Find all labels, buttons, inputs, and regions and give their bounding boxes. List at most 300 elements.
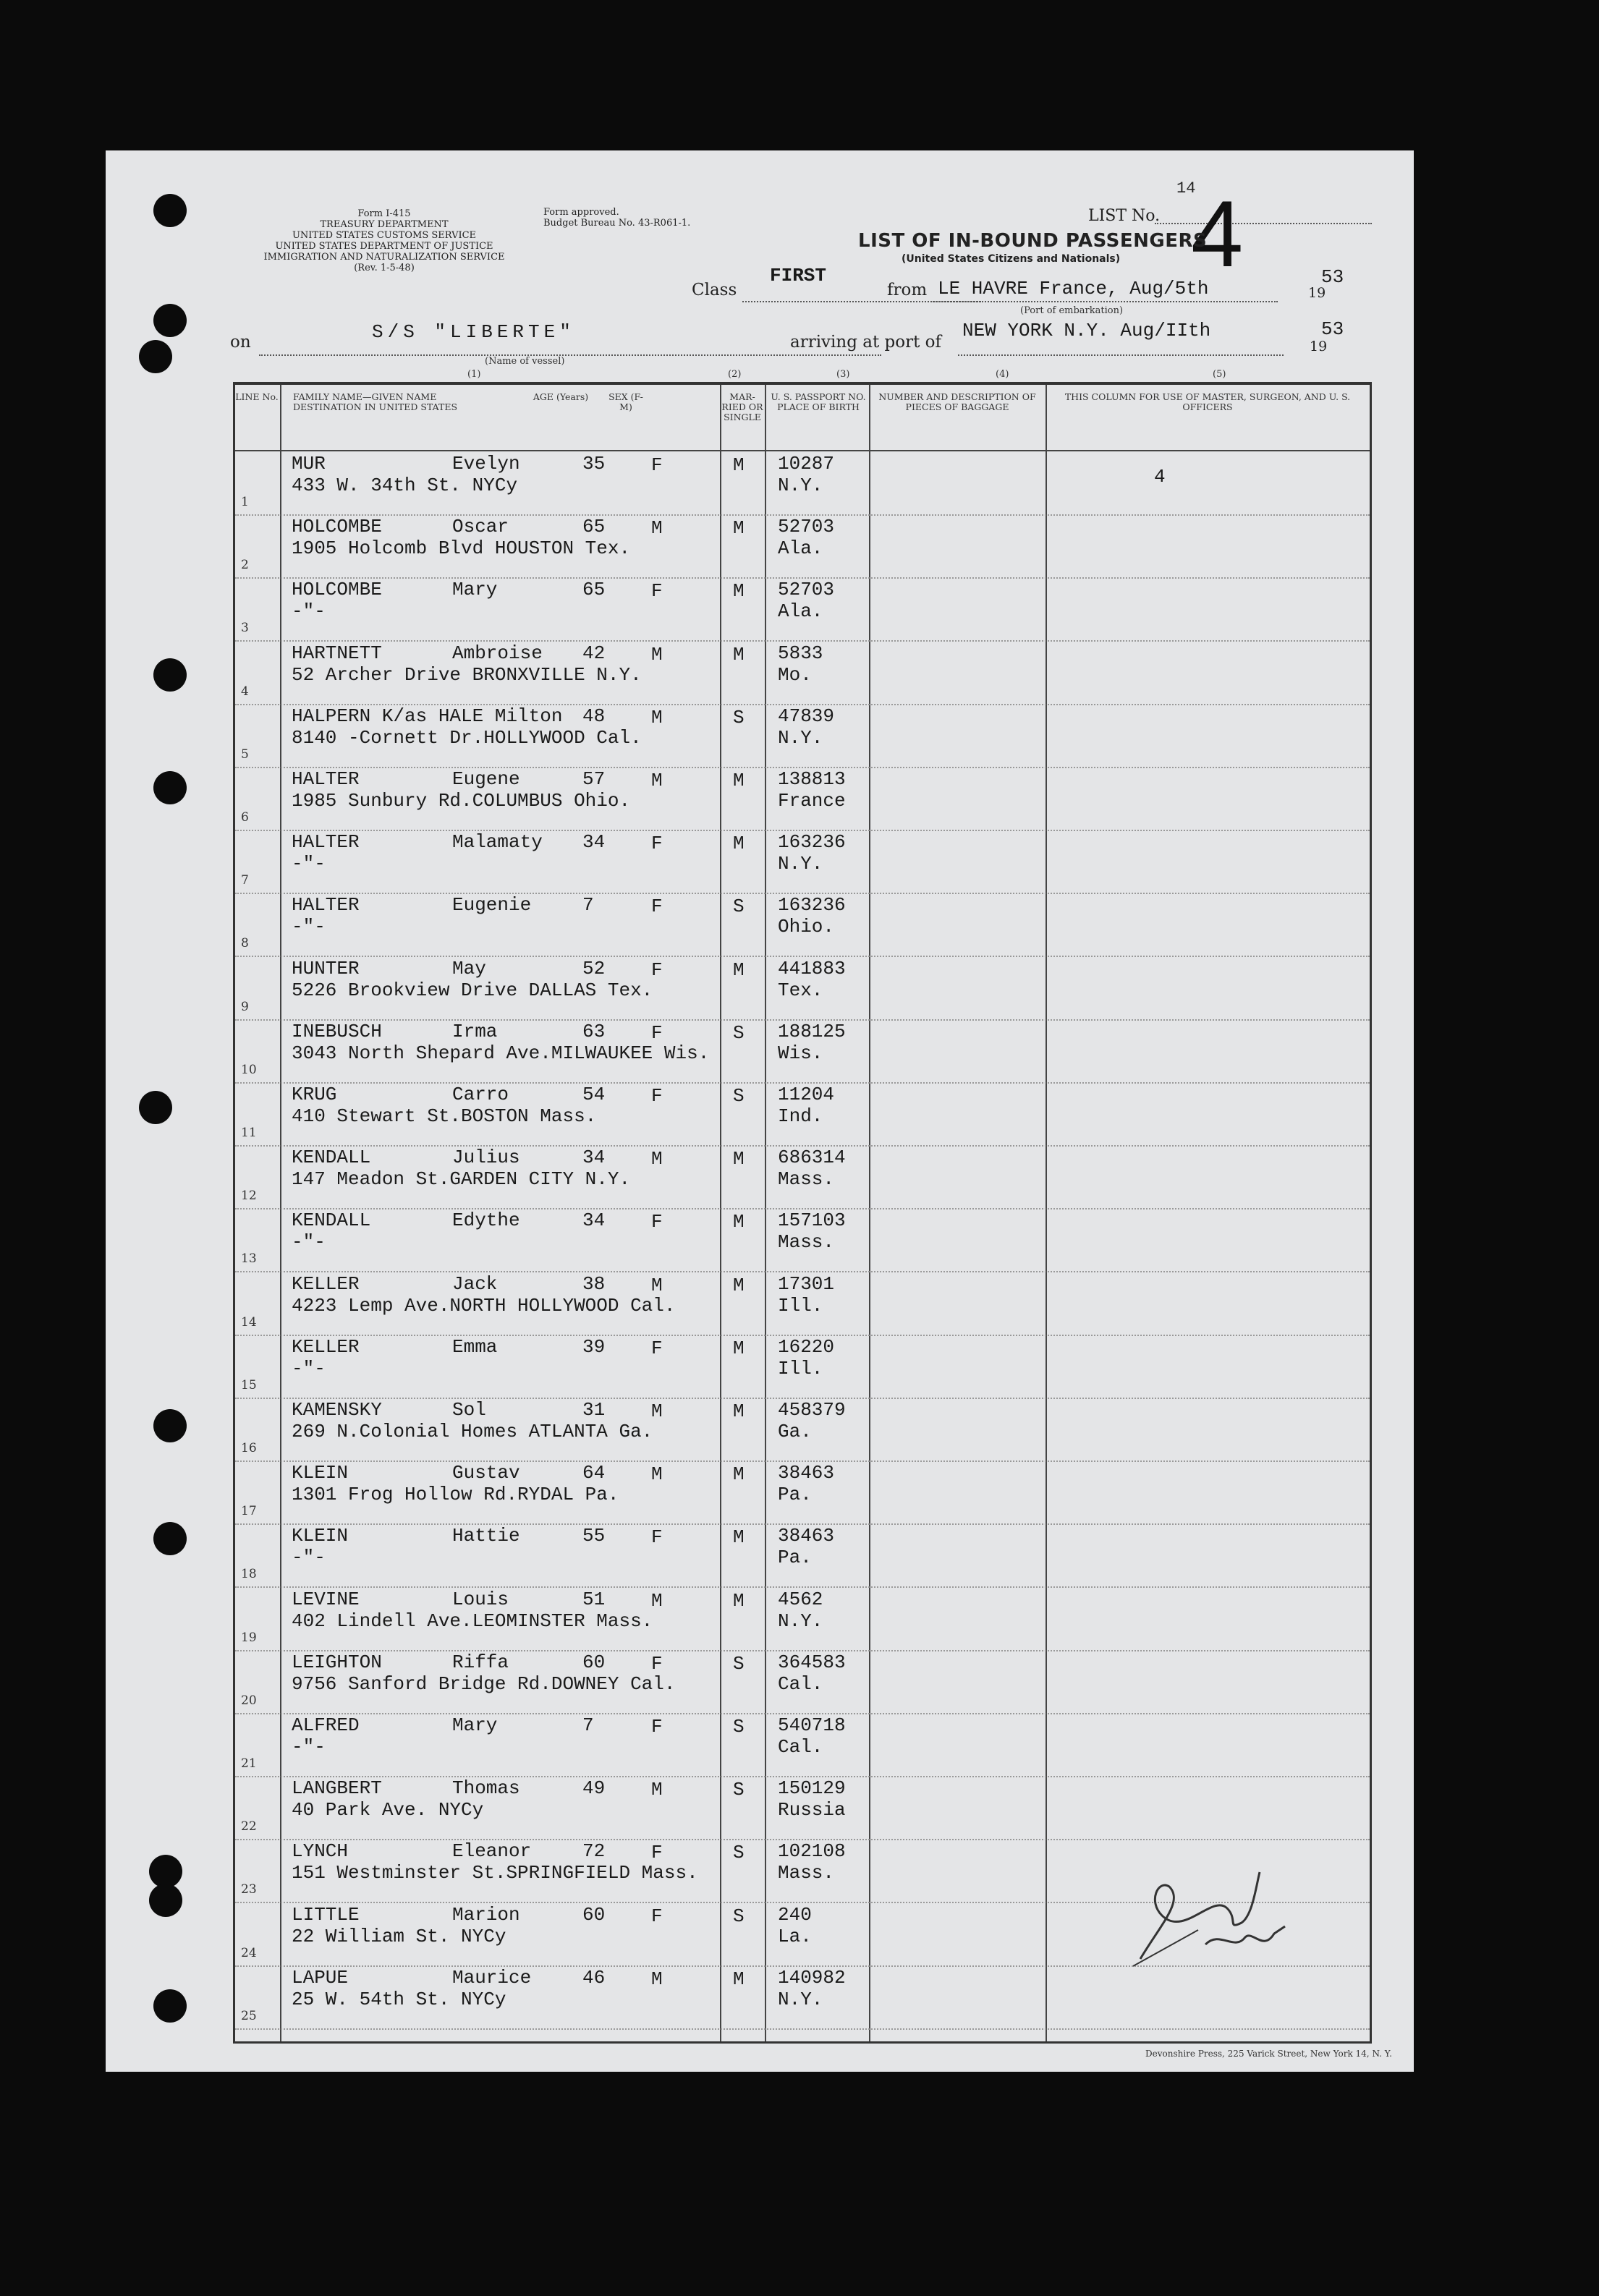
- sex: M: [651, 1463, 663, 1486]
- manifest-sheet: [106, 150, 1414, 2072]
- place-of-birth: Mass.: [778, 1862, 835, 1884]
- sex: F: [651, 580, 663, 603]
- passport-number: 102108: [778, 1840, 846, 1863]
- arrival-year: 53: [1321, 318, 1344, 340]
- marital-status: S: [733, 1021, 745, 1044]
- form-number: Form I-415: [357, 208, 411, 219]
- family-name: MUR: [292, 453, 326, 475]
- table-row: [235, 514, 1370, 579]
- marital-status: M: [733, 643, 745, 666]
- sex: M: [651, 1148, 663, 1170]
- given-name: Louis: [452, 1588, 509, 1610]
- age: 7: [582, 1714, 594, 1736]
- printer-credit: Devonshire Press, 225 Varick Street, New York 14, N. Y.: [1145, 2049, 1392, 2059]
- table-row: [235, 1713, 1370, 1777]
- age: 42: [582, 642, 606, 664]
- sex: F: [651, 896, 663, 918]
- place-of-birth: Ala.: [778, 600, 823, 623]
- family-name: KLEIN: [292, 1525, 349, 1547]
- destination: -"-: [292, 600, 326, 623]
- place-of-birth: Ind.: [778, 1105, 823, 1127]
- line-number: 10: [241, 1062, 257, 1077]
- department-name: UNITED STATES DEPARTMENT OF JUSTICE: [275, 241, 493, 252]
- table-row: [235, 451, 1370, 516]
- table-row: [235, 704, 1370, 768]
- officer-signature: [1119, 1858, 1299, 1981]
- sex: F: [651, 1842, 663, 1864]
- line-number: 17: [241, 1504, 257, 1519]
- marital-status: M: [733, 833, 745, 855]
- sex: F: [651, 1337, 663, 1359]
- column-number: (1): [467, 369, 481, 380]
- table-row: [235, 1082, 1370, 1147]
- marital-status: S: [733, 1716, 745, 1738]
- line-number: 11: [241, 1126, 257, 1140]
- given-name: Irma: [452, 1020, 498, 1042]
- destination: 410 Stewart St.BOSTON Mass.: [292, 1105, 597, 1127]
- age: 48: [582, 705, 606, 727]
- sex: F: [651, 454, 663, 476]
- line-number: 18: [241, 1567, 257, 1582]
- place-of-birth: N.Y.: [778, 475, 823, 496]
- line-number: 21: [241, 1756, 257, 1771]
- passport-number: 17301: [778, 1272, 835, 1295]
- place-of-birth: Pa.: [778, 1547, 812, 1569]
- place-of-birth: Ill.: [778, 1294, 823, 1317]
- sex: M: [651, 1968, 663, 1990]
- destination: -"-: [292, 1547, 326, 1569]
- place-of-birth: Ohio.: [778, 916, 835, 938]
- passport-number: 540718: [778, 1714, 846, 1736]
- sex: F: [651, 958, 663, 981]
- passport-number: 163236: [778, 894, 846, 917]
- family-name: LAPUE: [292, 1966, 349, 1989]
- punch-hole: [153, 1522, 187, 1555]
- vessel-caption: (Name of vessel): [485, 356, 565, 367]
- passport-number: 4562: [778, 1588, 823, 1610]
- family-name: KAMENSKY: [292, 1399, 382, 1421]
- place-of-birth: Ga.: [778, 1421, 812, 1442]
- table-row: [235, 1208, 1370, 1272]
- place-of-birth: Mo.: [778, 663, 812, 686]
- age: 46: [582, 1966, 606, 1989]
- marital-status: S: [733, 1779, 745, 1801]
- place-of-birth: Pa.: [778, 1484, 812, 1506]
- sex: F: [651, 1652, 663, 1675]
- vessel-name: S/S "LIBERTE": [372, 321, 575, 343]
- age: 34: [582, 1209, 606, 1232]
- passport-number: 138813: [778, 768, 846, 790]
- punch-hole: [139, 1091, 172, 1124]
- sex: F: [651, 1716, 663, 1738]
- given-name: Ambroise: [452, 642, 543, 664]
- family-name: KENDALL: [292, 1147, 371, 1169]
- marital-status: S: [733, 1085, 745, 1107]
- sex: M: [651, 706, 663, 728]
- destination: -"-: [292, 916, 326, 938]
- year-prefix: 19: [1310, 339, 1328, 354]
- column-number: (4): [996, 369, 1009, 380]
- line-number: 9: [241, 999, 249, 1014]
- passport-number: 5833: [778, 642, 823, 664]
- given-name: Jack: [452, 1272, 498, 1295]
- table-row: [235, 577, 1370, 642]
- line-number: 1: [241, 495, 249, 509]
- passport-number: 364583: [778, 1651, 846, 1673]
- place-of-birth: Cal.: [778, 1672, 823, 1695]
- arriving-label: arriving at port of: [790, 333, 941, 352]
- from-label: from: [887, 281, 928, 299]
- age: 49: [582, 1777, 606, 1800]
- table-row: [235, 893, 1370, 957]
- col-header-married: MAR-RIED OR SINGLE: [721, 391, 763, 422]
- col-header-name: FAMILY NAME—GIVEN NAME DESTINATION IN UNITED STATES: [293, 391, 458, 412]
- destination: 5226 Brookview Drive DALLAS Tex.: [292, 979, 653, 1001]
- page-title: LIST OF IN-BOUND PASSENGERS: [858, 230, 1208, 252]
- marital-status: S: [733, 1905, 745, 1927]
- place-of-birth: Ala.: [778, 537, 823, 560]
- given-name: Eugene: [452, 768, 520, 790]
- col-header-line-no: LINE No.: [235, 391, 279, 402]
- age: 72: [582, 1840, 606, 1863]
- sex: F: [651, 1526, 663, 1549]
- destination: 151 Westminster St.SPRINGFIELD Mass.: [292, 1862, 698, 1884]
- line-number: 24: [241, 1945, 257, 1960]
- punch-hole: [153, 771, 187, 804]
- passport-number: 10287: [778, 453, 835, 475]
- passport-number: 441883: [778, 957, 846, 979]
- family-name: LEIGHTON: [292, 1651, 382, 1673]
- age: 63: [582, 1020, 606, 1042]
- passport-number: 47839: [778, 705, 835, 727]
- age: 65: [582, 516, 606, 538]
- passport-number: 52703: [778, 516, 835, 538]
- line-number: 5: [241, 747, 249, 762]
- destination: 1301 Frog Hollow Rd.RYDAL Pa.: [292, 1484, 619, 1506]
- passport-number: 16220: [778, 1335, 835, 1358]
- given-name: Evelyn: [452, 453, 520, 475]
- marital-status: S: [733, 706, 745, 728]
- place-of-birth: Cal.: [778, 1736, 823, 1758]
- col-header-officers: THIS COLUMN FOR USE OF MASTER, SURGEON, AND U. S. OFFICERS: [1064, 391, 1351, 412]
- marital-status: M: [733, 1463, 745, 1486]
- family-name: HALTER: [292, 768, 360, 790]
- table-row: [235, 1272, 1370, 1336]
- destination: 1905 Holcomb Blvd HOUSTON Tex.: [292, 537, 631, 560]
- sex: M: [651, 1400, 663, 1422]
- destination: 147 Meadon St.GARDEN CITY N.Y.: [292, 1168, 631, 1191]
- column-number: (3): [836, 369, 850, 380]
- place-of-birth: N.Y.: [778, 1988, 823, 2010]
- line-number: 7: [241, 873, 249, 888]
- punch-hole: [153, 658, 187, 692]
- col-header-sex: SEX (F-M): [608, 391, 643, 412]
- given-name: Gustav: [452, 1462, 520, 1484]
- age: 7: [582, 894, 594, 917]
- place-of-birth: Mass.: [778, 1231, 835, 1254]
- column-number: (2): [728, 369, 742, 380]
- family-name: INEBUSCH: [292, 1020, 382, 1042]
- marital-status: M: [733, 1148, 745, 1170]
- sex: F: [651, 833, 663, 855]
- destination: 22 William St. NYCy: [292, 1925, 506, 1947]
- given-name: Hattie: [452, 1525, 520, 1547]
- destination: 40 Park Ave. NYCy: [292, 1799, 484, 1821]
- family-name: LANGBERT: [292, 1777, 382, 1800]
- family-name: LITTLE: [292, 1903, 360, 1926]
- line-number: 20: [241, 1693, 257, 1708]
- approval-line: Budget Bureau No. 43-R061-1.: [543, 218, 691, 229]
- family-name: KELLER: [292, 1272, 360, 1295]
- place-of-birth: La.: [778, 1925, 812, 1947]
- family-name: LYNCH: [292, 1840, 349, 1863]
- family-name: KLEIN: [292, 1462, 349, 1484]
- destination: 25 W. 54th St. NYCy: [292, 1988, 506, 2010]
- sex: F: [651, 1085, 663, 1107]
- age: 65: [582, 579, 606, 601]
- place-of-birth: N.Y.: [778, 1610, 823, 1632]
- marital-status: M: [733, 1589, 745, 1612]
- place-of-birth: N.Y.: [778, 853, 823, 875]
- punch-hole: [153, 1989, 187, 2023]
- place-of-birth: France: [778, 790, 846, 812]
- age: 35: [582, 453, 606, 475]
- destination: 9756 Sanford Bridge Rd.DOWNEY Cal.: [292, 1672, 676, 1695]
- sex: M: [651, 643, 663, 666]
- given-name: Malamaty: [452, 831, 543, 854]
- place-of-birth: Tex.: [778, 979, 823, 1001]
- sex: F: [651, 1021, 663, 1044]
- passport-number: 240: [778, 1903, 812, 1926]
- class-value: FIRST: [770, 265, 827, 286]
- destination: -"-: [292, 1357, 326, 1379]
- table-row: [235, 830, 1370, 894]
- line-number: 4: [241, 684, 249, 699]
- punch-hole: [153, 194, 187, 227]
- destination: 433 W. 34th St. NYCy: [292, 475, 518, 496]
- table-row: [235, 1523, 1370, 1588]
- line-number: 13: [241, 1251, 257, 1267]
- age: 34: [582, 1147, 606, 1169]
- given-name: Carro: [452, 1084, 509, 1105]
- embarkation-year: 53: [1321, 266, 1344, 288]
- punch-hole: [153, 304, 187, 337]
- sex: F: [651, 1905, 663, 1927]
- passport-number: 150129: [778, 1777, 846, 1800]
- place-of-birth: Ill.: [778, 1357, 823, 1379]
- sex: F: [651, 1211, 663, 1233]
- destination: 4223 Lemp Ave.NORTH HOLLYWOOD Cal.: [292, 1294, 676, 1317]
- officer-mark: 4: [1154, 466, 1166, 488]
- passport-number: 11204: [778, 1084, 835, 1105]
- given-name: Oscar: [452, 516, 509, 538]
- table-row: [235, 1335, 1370, 1399]
- service-name: IMMIGRATION AND NATURALIZATION SERVICE: [263, 252, 505, 263]
- place-of-birth: N.Y.: [778, 726, 823, 749]
- family-name: ALFRED: [292, 1714, 360, 1736]
- line-number: 12: [241, 1189, 257, 1204]
- marital-status: M: [733, 517, 745, 540]
- sex: M: [651, 1274, 663, 1296]
- line-number: 16: [241, 1441, 257, 1455]
- destination: -"-: [292, 1736, 326, 1758]
- family-name: HARTNETT: [292, 642, 382, 664]
- given-name: May: [452, 957, 486, 979]
- family-name: HALTER: [292, 894, 360, 917]
- marital-status: M: [733, 1968, 745, 1990]
- place-of-birth: Wis.: [778, 1042, 823, 1064]
- given-name: Edythe: [452, 1209, 520, 1232]
- passport-number: 686314: [778, 1147, 846, 1169]
- approval-line: Form approved.: [543, 207, 619, 218]
- age: 31: [582, 1399, 606, 1421]
- family-name: LEVINE: [292, 1588, 360, 1610]
- age: 52: [582, 957, 606, 979]
- line-number: 19: [241, 1630, 257, 1645]
- destination: -"-: [292, 1231, 326, 1254]
- table-row: [235, 1019, 1370, 1084]
- line-number: 25: [241, 2008, 257, 2023]
- marital-status: M: [733, 1337, 745, 1359]
- marital-status: S: [733, 1652, 745, 1675]
- family-name: HUNTER: [292, 957, 360, 979]
- port-caption: (Port of embarkation): [1020, 305, 1124, 316]
- age: 60: [582, 1651, 606, 1673]
- col-header-age: AGE (Years): [533, 391, 589, 402]
- place-of-birth: Russia: [778, 1799, 846, 1821]
- table-row: [235, 767, 1370, 831]
- punch-hole: [149, 1884, 182, 1917]
- marital-status: S: [733, 1842, 745, 1864]
- class-label: Class: [692, 281, 737, 299]
- line-number: 8: [241, 936, 249, 951]
- punch-hole: [153, 1409, 187, 1442]
- embarkation-port: LE HAVRE France, Aug/5th: [938, 278, 1209, 299]
- family-name: KENDALL: [292, 1209, 371, 1232]
- marital-status: M: [733, 958, 745, 981]
- age: 64: [582, 1462, 606, 1484]
- given-name: Riffa: [452, 1651, 509, 1673]
- table-row: [235, 1650, 1370, 1714]
- line-number: 2: [241, 558, 249, 573]
- age: 51: [582, 1588, 606, 1610]
- place-of-birth: Mass.: [778, 1168, 835, 1191]
- marital-status: M: [733, 454, 745, 476]
- table-row: [235, 641, 1370, 705]
- form-approval-block: [543, 207, 746, 229]
- col-header-baggage: NUMBER AND DESCRIPTION OF PIECES OF BAGGAGE: [878, 391, 1036, 412]
- destination: 402 Lindell Ave.LEOMINSTER Mass.: [292, 1610, 653, 1632]
- sex: M: [651, 1589, 663, 1612]
- given-name: Sol: [452, 1399, 486, 1421]
- service-name: UNITED STATES CUSTOMS SERVICE: [292, 230, 477, 241]
- family-name: HALTER: [292, 831, 360, 854]
- marital-status: M: [733, 1526, 745, 1549]
- marital-status: M: [733, 1211, 745, 1233]
- marital-status: M: [733, 1400, 745, 1422]
- column-number: (5): [1213, 369, 1226, 380]
- marital-status: M: [733, 1274, 745, 1296]
- list-no-label: LIST No.: [1088, 207, 1161, 225]
- passport-number: 188125: [778, 1020, 846, 1042]
- age: 55: [582, 1525, 606, 1547]
- passport-number: 140982: [778, 1966, 846, 1989]
- destination: -"-: [292, 853, 326, 875]
- table-row: [235, 1145, 1370, 1209]
- given-name: Mary: [452, 1714, 498, 1736]
- table-row: [235, 1460, 1370, 1525]
- family-name: HOLCOMBE: [292, 579, 382, 601]
- age: 34: [582, 831, 606, 854]
- passport-number: 163236: [778, 831, 846, 854]
- form-revision: (Rev. 1-5-48): [354, 263, 415, 273]
- sex: M: [651, 517, 663, 540]
- age: 39: [582, 1335, 606, 1358]
- passport-number: 38463: [778, 1525, 835, 1547]
- line-number: 23: [241, 1882, 257, 1897]
- destination: 1985 Sunbury Rd.COLUMBUS Ohio.: [292, 790, 631, 812]
- given-name: Marion: [452, 1903, 520, 1926]
- age: 60: [582, 1903, 606, 1926]
- family-name: KELLER: [292, 1335, 360, 1358]
- given-name: Julius: [452, 1147, 520, 1169]
- marital-status: M: [733, 770, 745, 791]
- given-name: Maurice: [452, 1966, 532, 1989]
- destination: 8140 -Cornett Dr.HOLLYWOOD Cal.: [292, 726, 642, 749]
- passenger-table: [233, 382, 1372, 2044]
- family-name: HALPERN K/as HALE Milton: [292, 705, 563, 727]
- line-number: 6: [241, 810, 249, 825]
- given-name: Eugenie: [452, 894, 532, 917]
- on-label: on: [230, 333, 251, 352]
- line-number: 22: [241, 1819, 257, 1834]
- marital-status: M: [733, 580, 745, 603]
- arrival-port: NEW YORK N.Y. Aug/IIth: [962, 320, 1211, 341]
- department-name: TREASURY DEPARTMENT: [320, 219, 449, 230]
- passport-number: 157103: [778, 1209, 846, 1232]
- table-row: [235, 956, 1370, 1021]
- form-department-block: [232, 208, 536, 273]
- age: 38: [582, 1272, 606, 1295]
- passport-number: 458379: [778, 1399, 846, 1421]
- family-name: HOLCOMBE: [292, 516, 382, 538]
- destination: 269 N.Colonial Homes ATLANTA Ga.: [292, 1421, 653, 1442]
- destination: 3043 North Shepard Ave.MILWAUKEE Wis.: [292, 1042, 710, 1064]
- given-name: Eleanor: [452, 1840, 532, 1863]
- given-name: Thomas: [452, 1777, 520, 1800]
- col-header-passport: U. S. PASSPORT NO. PLACE OF BIRTH: [771, 391, 866, 412]
- list-no-small: 14: [1176, 179, 1196, 197]
- family-name: KRUG: [292, 1084, 337, 1105]
- marital-status: S: [733, 896, 745, 918]
- year-prefix: 19: [1308, 285, 1326, 301]
- line-number: 15: [241, 1377, 257, 1393]
- sex: M: [651, 1779, 663, 1801]
- punch-hole: [139, 340, 172, 373]
- sex: M: [651, 770, 663, 791]
- age: 57: [582, 768, 606, 790]
- table-row: [235, 1398, 1370, 1462]
- list-number: 4: [1191, 181, 1244, 286]
- line-number: 14: [241, 1314, 257, 1330]
- destination: 52 Archer Drive BRONXVILLE N.Y.: [292, 663, 642, 686]
- passport-number: 52703: [778, 579, 835, 601]
- page-subtitle: (United States Citizens and Nationals): [902, 253, 1121, 265]
- passport-number: 38463: [778, 1462, 835, 1484]
- table-row: [235, 1776, 1370, 1840]
- given-name: Emma: [452, 1335, 498, 1358]
- age: 54: [582, 1084, 606, 1105]
